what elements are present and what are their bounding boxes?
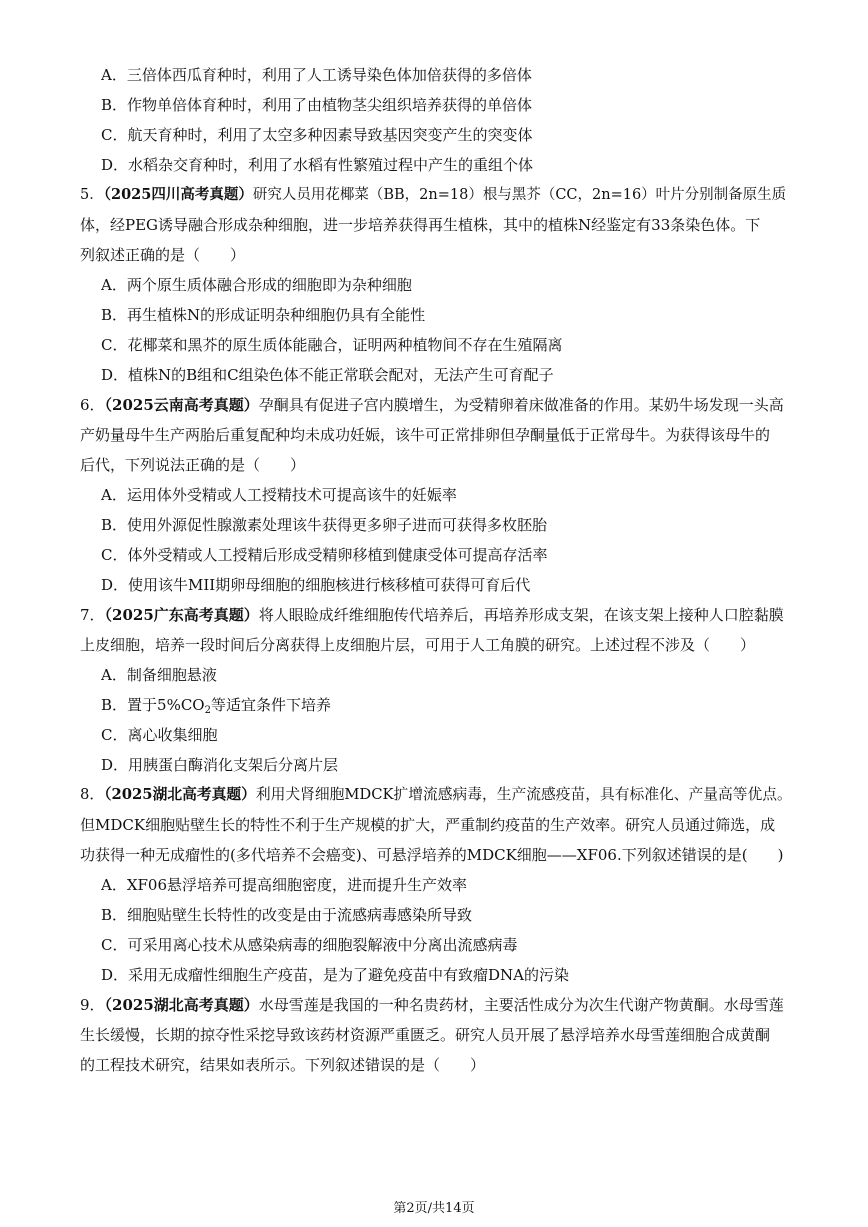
q7-option-c: C．离心收集细胞 — [101, 726, 218, 744]
q6-stem-line-2: 产奶量母牛生产两胎后重复配种均未成功妊娠，该牛可正常排卵但孕酮量低于正常母牛。为获得该母牛的 — [80, 426, 771, 444]
q9-source: （2025湖北高考真题） — [104, 996, 259, 1014]
q9-stem-line-2: 生长缓慢，长期的掠夺性采挖导致该药材资源严重匮乏。研究人员开展了悬浮培养水母雪莲细胞合成黄酮 — [80, 1026, 771, 1044]
q7-stem-line-2: 上皮细胞，培养一段时间后分离获得上皮细胞片层，可用于人工角膜的研究。上述过程不涉及（ ） — [80, 636, 756, 654]
q5-stem-line-3: 列叙述正确的是（ ） — [80, 246, 246, 264]
q5-stem-line-1: 5．（2025四川高考真题）研究人员用花椰菜（BB，2n=18）根与黑芥（CC，2n=16）叶片分别制备原生质 — [80, 186, 787, 203]
q7-option-b: B．置于$5\%CO_2$等适宜条件下培养 — [101, 696, 331, 716]
q7-stem-line-1: 7．（2025广东高考真题）将人眼睑成纤维细胞传代培养后，再培养形成支架，在该支架上接种人口腔黏膜 — [80, 606, 784, 624]
q4-option-a: A．三倍体西瓜育种时，利用了人工诱导染色体加倍获得的多倍体 — [101, 66, 532, 84]
q7-number: 7． — [80, 606, 105, 624]
q8-stem-line-1: 8．（2025湖北高考真题）利用犬肾细胞MDCK扩增流感病毒，生产流感疫苗，具有标准化、产量高等优点。 — [80, 786, 792, 803]
q5-number: 5． — [80, 187, 104, 203]
q8-stem-line-3: 功获得一种无成瘤性的(多代培养不会癌变)、可悬浮培养的MDCK细胞——XF06.下列叙述错误的是( ) — [80, 846, 784, 864]
q6-source: （2025云南高考真题） — [104, 396, 259, 414]
q8-source: （2025湖北高考真题） — [104, 786, 256, 803]
q6-option-b: B．使用外源促性腺激素处理该牛获得更多卵子进而可获得多枚胚胎 — [101, 516, 548, 534]
q6-option-a: A．运用体外受精或人工授精技术可提高该牛的妊娠率 — [101, 486, 457, 504]
q4-option-c: C．航天育种时，利用了太空多种因素导致基因突变产生的突变体 — [101, 126, 533, 144]
q5-option-c: C．花椰菜和黑芥的原生质体能融合，证明两种植物间不存在生殖隔离 — [101, 336, 563, 354]
q4-option-b: B．作物单倍体育种时，利用了由植物茎尖组织培养获得的单倍体 — [101, 96, 533, 114]
q7-option-a: A．制备细胞悬液 — [101, 666, 217, 684]
q7-source: （2025广东高考真题） — [104, 606, 259, 624]
q6-stem-line-3: 后代，下列说法正确的是（ ） — [80, 456, 306, 474]
q8-stem-line-2: 但MDCK细胞贴壁生长的特性不利于生产规模的扩大，严重制约疫苗的生产效率。研究人员通过筛选，成 — [80, 816, 776, 834]
q5-source: （2025四川高考真题） — [103, 186, 253, 203]
q6-option-d: D．使用该牛MII期卵母细胞的细胞核进行核移植可获得可育后代 — [101, 576, 531, 594]
q8-option-c: C．可采用离心技术从感染病毒的细胞裂解液中分离出流感病毒 — [101, 936, 518, 954]
q7-option-d: D．用胰蛋白酶消化支架后分离片层 — [101, 756, 339, 774]
q8-option-b: B．细胞贴壁生长特性的改变是由于流感病毒感染所导致 — [101, 906, 473, 924]
q8-option-d: D．采用无成瘤性细胞生产疫苗，是为了避免疫苗中有致瘤DNA的污染 — [101, 966, 570, 984]
q5-option-b: B．再生植株N的形成证明杂种细胞仍具有全能性 — [101, 306, 426, 324]
subscript-2: 2 — [204, 705, 211, 716]
q6-option-c: C．体外受精或人工授精后形成受精卵移植到健康受体可提高存活率 — [101, 546, 548, 564]
q6-number: 6． — [80, 396, 105, 414]
q5-option-d: D．植株N的B组和C组染色体不能正常联会配对，无法产生可育配子 — [101, 366, 554, 384]
q6-stem-line-1: 6．（2025云南高考真题）孕酮具有促进子宫内膜增生，为受精卵着床做准备的作用。某奶牛场发现一头高 — [80, 396, 784, 414]
q5-stem-line-2: 体，经PEG诱导融合形成杂种细胞，进一步培养获得再生植株，其中的植株N经鉴定有33条染色体。下 — [80, 216, 761, 234]
q4-option-d: D．水稻杂交育种时，利用了水稻有性繁殖过程中产生的重组个体 — [101, 156, 534, 174]
q5-option-a: A．两个原生质体融合形成的细胞即为杂种细胞 — [101, 276, 412, 294]
page-number-footer: 第2页/共14页 — [393, 1201, 475, 1216]
q8-number: 8． — [80, 786, 105, 803]
q9-stem-line-1: 9．（2025湖北高考真题）水母雪莲是我国的一种名贵药材，主要活性成分为次生代谢产物黄酮。水母雪莲 — [80, 996, 784, 1014]
q9-number: 9． — [80, 996, 105, 1014]
q9-stem-line-3: 的工程技术研究，结果如表所示。下列叙述错误的是（ ） — [80, 1056, 486, 1074]
q8-option-a: A．XF06悬浮培养可提高细胞密度，进而提升生产效率 — [101, 876, 468, 894]
